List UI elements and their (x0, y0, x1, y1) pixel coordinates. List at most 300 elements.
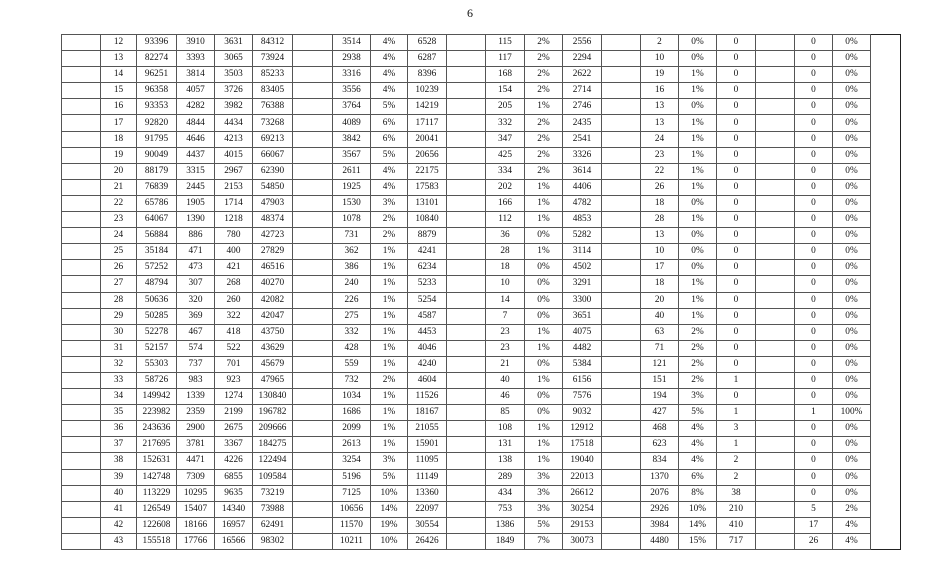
table-cell: 17 (641, 260, 679, 276)
table-row (62, 533, 901, 549)
table-cell: 3764 (333, 99, 371, 115)
empty-cell (293, 147, 333, 163)
table-cell: 73219 (253, 485, 293, 501)
empty-cell (62, 99, 101, 115)
table-cell: 4% (371, 179, 408, 195)
table-cell: 5196 (333, 469, 371, 485)
empty-cell (62, 533, 101, 549)
table-cell: 0 (717, 389, 756, 405)
table-cell: 50636 (137, 292, 177, 308)
table-cell: 3781 (177, 437, 215, 453)
table-cell: 1% (679, 163, 717, 179)
table-cell: 0 (795, 99, 833, 115)
table-cell: 5384 (563, 356, 602, 372)
table-cell: 1% (679, 179, 717, 195)
table-cell: 0 (717, 276, 756, 292)
table-cell: 1390 (177, 212, 215, 228)
table-cell: 1% (371, 340, 408, 356)
table-cell: 0% (833, 437, 871, 453)
empty-cell (447, 99, 486, 115)
table-row (62, 324, 901, 340)
empty-cell (62, 228, 101, 244)
row-label-cell: 26 (101, 260, 137, 276)
table-cell: 14% (679, 517, 717, 533)
table-cell: 43750 (253, 324, 293, 340)
table-cell: 142748 (137, 469, 177, 485)
table-cell: 834 (641, 453, 679, 469)
table-cell: 2675 (215, 421, 253, 437)
table-row (62, 389, 901, 405)
table-cell: 0 (795, 115, 833, 131)
table-cell: 63 (641, 324, 679, 340)
table-cell: 27829 (253, 244, 293, 260)
table-cell: 3254 (333, 453, 371, 469)
table-cell: 2611 (333, 163, 371, 179)
table-row (62, 372, 901, 388)
row-label-cell: 19 (101, 147, 137, 163)
row-label-cell: 25 (101, 244, 137, 260)
table-cell: 2% (525, 163, 563, 179)
empty-cell (602, 340, 641, 356)
table-cell: 1% (525, 324, 563, 340)
table-cell: 0 (795, 453, 833, 469)
table-cell: 1 (717, 437, 756, 453)
table-cell: 3814 (177, 67, 215, 83)
empty-cell (447, 276, 486, 292)
empty-cell (602, 308, 641, 324)
table-cell: 48794 (137, 276, 177, 292)
table-cell: 2926 (641, 501, 679, 517)
empty-cell (602, 453, 641, 469)
empty-cell (62, 437, 101, 453)
table-cell: 0 (795, 308, 833, 324)
table-cell: 2% (833, 501, 871, 517)
table-cell: 434 (486, 485, 525, 501)
empty-cell (756, 179, 795, 195)
table-cell: 0% (525, 356, 563, 372)
empty-cell (602, 163, 641, 179)
table-cell: 15901 (408, 437, 447, 453)
table-row (62, 115, 901, 131)
table-row (62, 405, 901, 421)
table-cell: 46516 (253, 260, 293, 276)
table-cell: 13 (641, 228, 679, 244)
table-cell: 0% (833, 421, 871, 437)
table-cell: 0 (717, 99, 756, 115)
table-cell: 347 (486, 131, 525, 147)
table-cell: 88179 (137, 163, 177, 179)
table-cell: 48374 (253, 212, 293, 228)
table-cell: 22097 (408, 501, 447, 517)
table-cell: 1 (717, 405, 756, 421)
table-cell: 0% (833, 244, 871, 260)
table-cell: 0% (525, 228, 563, 244)
table-cell: 1386 (486, 517, 525, 533)
empty-cell (62, 244, 101, 260)
table-cell: 3556 (333, 83, 371, 99)
table-cell: 5% (525, 517, 563, 533)
table-cell: 1% (525, 244, 563, 260)
table-cell: 268 (215, 276, 253, 292)
table-row (62, 35, 901, 51)
table-cell: 0% (833, 356, 871, 372)
table-cell: 91795 (137, 131, 177, 147)
table-cell: 130840 (253, 389, 293, 405)
table-cell: 2153 (215, 179, 253, 195)
table-cell: 138 (486, 453, 525, 469)
empty-cell (62, 324, 101, 340)
table-cell: 8% (679, 485, 717, 501)
table-cell: 26 (795, 533, 833, 549)
table-row (62, 292, 901, 308)
empty-cell (602, 517, 641, 533)
table-cell: 57252 (137, 260, 177, 276)
table-cell: 2% (371, 372, 408, 388)
empty-cell (602, 195, 641, 211)
table-row (62, 228, 901, 244)
table-cell: 0% (833, 67, 871, 83)
table-cell: 20041 (408, 131, 447, 147)
table-cell: 0% (833, 35, 871, 51)
table-row (62, 51, 901, 67)
data-table-container (61, 34, 901, 550)
table-cell: 6234 (408, 260, 447, 276)
empty-cell (62, 147, 101, 163)
empty-cell (756, 147, 795, 163)
table-cell: 4226 (215, 453, 253, 469)
table-cell: 427 (641, 405, 679, 421)
table-cell: 10% (371, 533, 408, 549)
table-cell: 1% (371, 292, 408, 308)
table-cell: 1% (371, 244, 408, 260)
table-cell: 20656 (408, 147, 447, 163)
table-cell: 0 (717, 131, 756, 147)
empty-cell (756, 485, 795, 501)
table-cell: 40 (641, 308, 679, 324)
table-cell: 1% (679, 276, 717, 292)
table-cell: 84312 (253, 35, 293, 51)
table-cell: 5 (795, 501, 833, 517)
table-cell: 76839 (137, 179, 177, 195)
table-cell: 3291 (563, 276, 602, 292)
empty-cell (62, 405, 101, 421)
table-cell: 3567 (333, 147, 371, 163)
table-cell: 1% (679, 115, 717, 131)
table-cell: 43629 (253, 340, 293, 356)
table-cell: 737 (177, 356, 215, 372)
table-row (62, 212, 901, 228)
table-cell: 1% (371, 276, 408, 292)
table-cell: 0% (525, 405, 563, 421)
empty-cell (293, 501, 333, 517)
table-cell: 93396 (137, 35, 177, 51)
table-cell: 19040 (563, 453, 602, 469)
table-cell: 6% (371, 115, 408, 131)
table-cell: 1370 (641, 469, 679, 485)
table-cell: 0% (525, 389, 563, 405)
table-cell: 1686 (333, 405, 371, 421)
table-cell: 1 (717, 372, 756, 388)
row-label-cell: 17 (101, 115, 137, 131)
table-cell: 425 (486, 147, 525, 163)
table-cell: 85 (486, 405, 525, 421)
table-cell: 421 (215, 260, 253, 276)
table-cell: 1% (525, 212, 563, 228)
table-row (62, 276, 901, 292)
table-cell: 0 (795, 179, 833, 195)
row-label-cell: 20 (101, 163, 137, 179)
table-cell: 50285 (137, 308, 177, 324)
empty-cell (602, 292, 641, 308)
table-cell: 307 (177, 276, 215, 292)
table-cell: 4075 (563, 324, 602, 340)
empty-cell (756, 324, 795, 340)
table-cell: 52278 (137, 324, 177, 340)
table-cell: 0% (833, 453, 871, 469)
table-cell: 0 (795, 195, 833, 211)
table-cell: 17117 (408, 115, 447, 131)
empty-cell (756, 501, 795, 517)
table-cell: 0 (717, 147, 756, 163)
table-cell: 16566 (215, 533, 253, 549)
table-cell: 69213 (253, 131, 293, 147)
table-cell: 2% (525, 115, 563, 131)
table-cell: 2359 (177, 405, 215, 421)
table-cell: 10656 (333, 501, 371, 517)
table-cell: 6855 (215, 469, 253, 485)
table-cell: 522 (215, 340, 253, 356)
table-cell: 52157 (137, 340, 177, 356)
table-cell: 0 (717, 51, 756, 67)
table-cell: 1% (679, 131, 717, 147)
table-cell: 4015 (215, 147, 253, 163)
empty-cell (293, 340, 333, 356)
table-cell: 76388 (253, 99, 293, 115)
table-cell: 1% (679, 83, 717, 99)
table-cell: 3842 (333, 131, 371, 147)
table-cell: 4046 (408, 340, 447, 356)
table-cell: 5% (371, 469, 408, 485)
table-cell: 23 (486, 324, 525, 340)
table-cell: 4% (371, 83, 408, 99)
table-cell: 3982 (215, 99, 253, 115)
empty-cell (62, 195, 101, 211)
table-cell: 209666 (253, 421, 293, 437)
table-cell: 1078 (333, 212, 371, 228)
table-cell: 155518 (137, 533, 177, 549)
table-cell: 22175 (408, 163, 447, 179)
empty-cell (62, 501, 101, 517)
table-cell: 26426 (408, 533, 447, 549)
table-cell: 4240 (408, 356, 447, 372)
table-cell: 64067 (137, 212, 177, 228)
row-label-cell: 38 (101, 453, 137, 469)
table-cell: 0 (795, 469, 833, 485)
table-cell: 82274 (137, 51, 177, 67)
table-cell: 2% (525, 35, 563, 51)
empty-cell (62, 485, 101, 501)
empty-cell (756, 356, 795, 372)
empty-cell (293, 485, 333, 501)
table-cell: 3316 (333, 67, 371, 83)
empty-cell (447, 51, 486, 67)
empty-cell (62, 292, 101, 308)
empty-cell (293, 115, 333, 131)
table-cell: 0% (679, 195, 717, 211)
table-cell: 1% (371, 437, 408, 453)
table-cell: 623 (641, 437, 679, 453)
table-cell: 0% (833, 372, 871, 388)
table-cell: 0 (795, 437, 833, 453)
table-cell: 35184 (137, 244, 177, 260)
table-cell: 83405 (253, 83, 293, 99)
table-cell: 17766 (177, 533, 215, 549)
empty-cell (602, 147, 641, 163)
table-cell: 0% (833, 195, 871, 211)
row-label-cell: 22 (101, 195, 137, 211)
table-row (62, 83, 901, 99)
table-cell: 36 (486, 228, 525, 244)
empty-cell (447, 485, 486, 501)
table-cell: 0% (833, 131, 871, 147)
table-cell: 0% (525, 292, 563, 308)
table-cell: 0 (795, 389, 833, 405)
table-cell: 65786 (137, 195, 177, 211)
table-cell: 8879 (408, 228, 447, 244)
table-cell: 73268 (253, 115, 293, 131)
table-cell: 62491 (253, 517, 293, 533)
empty-cell (447, 501, 486, 517)
table-cell: 0% (679, 51, 717, 67)
table-cell: 428 (333, 340, 371, 356)
table-cell: 2% (525, 147, 563, 163)
table-cell: 0 (717, 308, 756, 324)
table-row (62, 179, 901, 195)
table-cell: 2938 (333, 51, 371, 67)
table-cell: 112 (486, 212, 525, 228)
table-cell: 780 (215, 228, 253, 244)
empty-cell (602, 501, 641, 517)
table-cell: 886 (177, 228, 215, 244)
table-cell: 2099 (333, 421, 371, 437)
table-cell: 2% (679, 340, 717, 356)
empty-cell (756, 340, 795, 356)
table-cell: 4604 (408, 372, 447, 388)
table-cell: 10239 (408, 83, 447, 99)
table-cell: 3% (525, 485, 563, 501)
table-cell: 15% (679, 533, 717, 549)
empty-cell (602, 131, 641, 147)
empty-cell (756, 517, 795, 533)
table-cell: 1% (525, 421, 563, 437)
table-cell: 168 (486, 67, 525, 83)
table-cell: 18166 (177, 517, 215, 533)
table-cell: 0% (525, 260, 563, 276)
table-cell: 3% (525, 501, 563, 517)
table-cell: 2714 (563, 83, 602, 99)
table-cell: 38 (717, 485, 756, 501)
empty-cell (293, 131, 333, 147)
table-cell: 2076 (641, 485, 679, 501)
empty-cell (447, 437, 486, 453)
table-cell: 2294 (563, 51, 602, 67)
table-cell: 0 (795, 276, 833, 292)
table-cell: 121 (641, 356, 679, 372)
row-label-cell: 41 (101, 501, 137, 517)
empty-cell (756, 195, 795, 211)
table-cell: 1% (371, 356, 408, 372)
row-label-cell: 14 (101, 67, 137, 83)
row-label-cell: 21 (101, 179, 137, 195)
table-cell: 362 (333, 244, 371, 260)
table-cell: 2613 (333, 437, 371, 453)
table-cell: 0% (833, 228, 871, 244)
table-cell: 3631 (215, 35, 253, 51)
table-cell: 473 (177, 260, 215, 276)
table-cell: 10 (641, 244, 679, 260)
table-cell: 4434 (215, 115, 253, 131)
table-cell: 2622 (563, 67, 602, 83)
empty-cell (447, 35, 486, 51)
empty-cell (293, 469, 333, 485)
table-cell: 467 (177, 324, 215, 340)
table-cell: 56884 (137, 228, 177, 244)
empty-cell (293, 212, 333, 228)
empty-cell (602, 179, 641, 195)
table-cell: 3614 (563, 163, 602, 179)
empty-cell (756, 244, 795, 260)
table-cell: 1% (679, 308, 717, 324)
table-cell: 3651 (563, 308, 602, 324)
table-cell: 14219 (408, 99, 447, 115)
table-cell: 0 (795, 35, 833, 51)
table-cell: 0% (833, 340, 871, 356)
table-cell: 40 (486, 372, 525, 388)
table-cell: 0% (679, 228, 717, 244)
empty-cell (293, 356, 333, 372)
table-cell: 17518 (563, 437, 602, 453)
table-cell: 0 (795, 244, 833, 260)
table-cell: 28 (641, 212, 679, 228)
empty-cell (62, 67, 101, 83)
empty-cell (756, 308, 795, 324)
empty-cell (293, 533, 333, 549)
table-cell: 42047 (253, 308, 293, 324)
table-cell: 3984 (641, 517, 679, 533)
table-cell: 92820 (137, 115, 177, 131)
table-cell: 10 (486, 276, 525, 292)
table-cell: 18167 (408, 405, 447, 421)
table-row (62, 131, 901, 147)
table-cell: 0 (795, 67, 833, 83)
empty-cell (756, 67, 795, 83)
table-cell: 194 (641, 389, 679, 405)
table-cell: 0 (795, 340, 833, 356)
empty-cell (756, 260, 795, 276)
table-cell: 96358 (137, 83, 177, 99)
empty-cell (756, 437, 795, 453)
table-cell: 45679 (253, 356, 293, 372)
table-cell: 2746 (563, 99, 602, 115)
table-cell: 1339 (177, 389, 215, 405)
table-cell: 369 (177, 308, 215, 324)
data-table (61, 34, 901, 550)
empty-cell (602, 212, 641, 228)
table-cell: 7576 (563, 389, 602, 405)
table-cell: 0 (717, 324, 756, 340)
table-cell: 1% (371, 260, 408, 276)
empty-cell (447, 67, 486, 83)
